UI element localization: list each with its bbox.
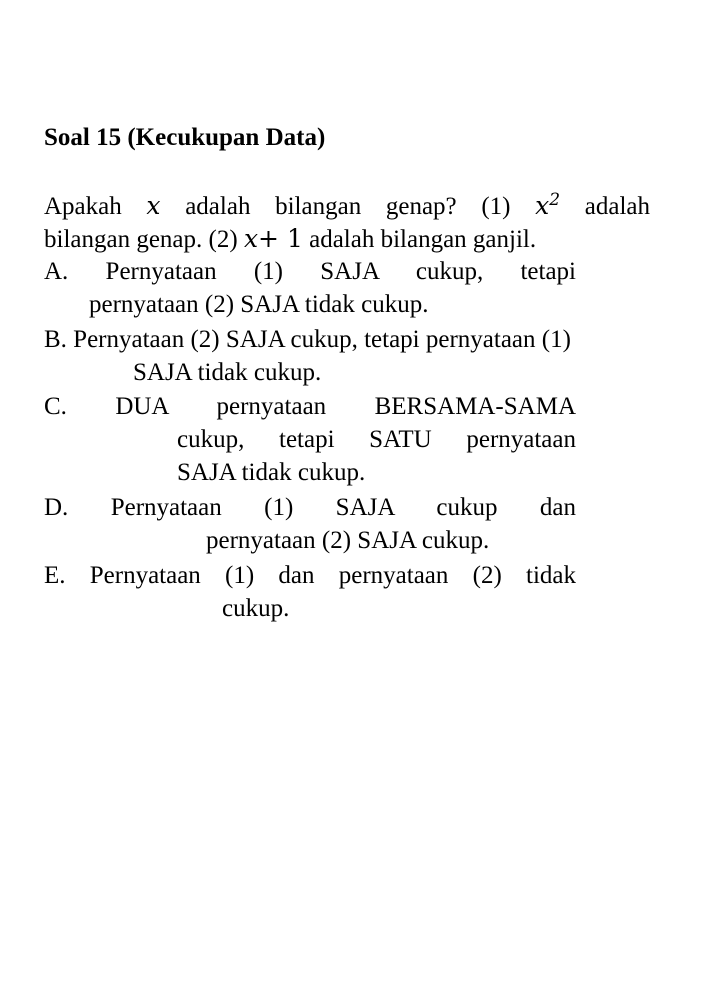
option-b-line-2: SAJA tidak cukup.	[133, 359, 322, 386]
option-c-line-3: SAJA tidak cukup.	[177, 459, 366, 486]
option-e-line-1: E. Pernyataan (1) dan pernyataan (2) tidak	[44, 562, 576, 589]
variable-x-2: x	[243, 224, 259, 253]
exponent: 2	[549, 190, 561, 210]
option-c-line-2: cukup, tetapi SATU pernyataan	[177, 426, 576, 453]
option-d-line-1: D. Pernyataan (1) SAJA cukup dan	[44, 494, 576, 521]
question-text-mid: adalah bilangan genap? (1)	[185, 193, 511, 220]
option-a-line-2: pernyataan (2) SAJA tidak cukup.	[89, 291, 429, 318]
question-line-1	[44, 189, 650, 223]
option-a-line-1: A. Pernyataan (1) SAJA cukup, tetapi	[44, 258, 576, 285]
question-line-2	[44, 222, 536, 256]
option-c-line-1: C. DUA pernyataan BERSAMA-SAMA	[44, 393, 576, 420]
question-title: Soal 15 (Kecukupan Data)	[44, 124, 326, 151]
question-text-post-2: adalah bilangan ganjil.	[309, 226, 537, 253]
option-b-line-1: B. Pernyataan (2) SAJA cukup, tetapi pernyataan (1)	[44, 326, 571, 353]
option-d-line-2: pernyataan (2) SAJA cukup.	[206, 527, 490, 554]
variable-x: x	[146, 191, 161, 220]
question-text-pre: Apakah	[44, 193, 122, 220]
question-text-post: adalah	[584, 193, 650, 220]
option-e-line-2: cukup.	[222, 595, 290, 622]
variable-x-squared: $x^2$	[535, 190, 561, 220]
plus-one: + 1	[258, 224, 303, 253]
question-text-pre-2: bilangan genap. (2)	[44, 226, 238, 253]
